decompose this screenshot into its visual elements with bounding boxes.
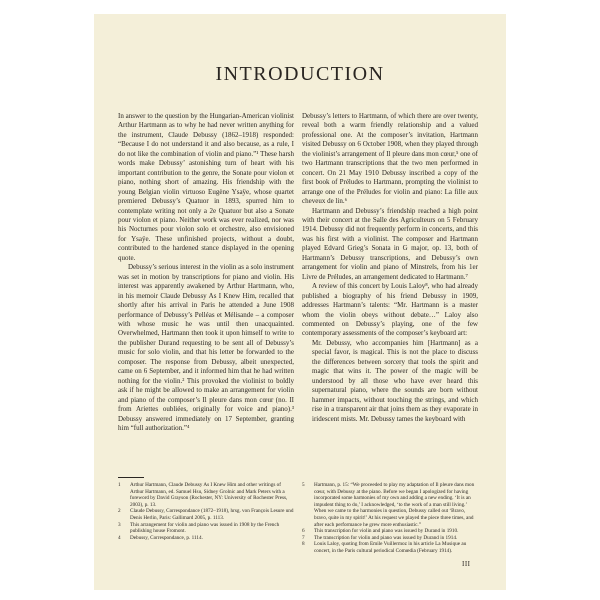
page-number: III bbox=[462, 560, 471, 568]
footnote-text: This transcription for violin and piano was issued by Durand in 1910. bbox=[314, 528, 459, 535]
footnote-text: Arthur Hartmann, Claude Debussy As I Knew Him and other writings of Arthur Hartmann, ed. Samuel Hsu, Sidney Grolnic and Mark Peters with a foreword by David Grayson (Rochester, NY: University of Rochester Press, 2003), p. 13. bbox=[130, 482, 288, 508]
footnote bbox=[302, 541, 478, 554]
footnote bbox=[302, 528, 478, 535]
footnote-text: This arrangement for violin and piano was issued in 1908 by the French publishing house Fromont. bbox=[130, 521, 280, 535]
footnote-number: 3 bbox=[118, 521, 121, 528]
paragraph: A review of this concert by Louis Laloy⁸, who had already published a biography of his friend Debussy in 1909, addresses Hartmann’s talents: “Mr. Hartmann is a master whom the violin obeys without debate…” Laloy also commented on Debussy’s playing, one of the few contemporary assessments of the composer’s keyboard art: bbox=[302, 282, 478, 338]
footnote bbox=[118, 522, 294, 535]
footnote-number: 6 bbox=[302, 528, 305, 535]
footnote-number: 2 bbox=[118, 508, 121, 515]
footnote-number: 5 bbox=[302, 482, 305, 488]
footnote-number: 1 bbox=[118, 482, 121, 488]
footnote-text: The transcription for violin and piano was issued by Durand in 1914. bbox=[314, 534, 458, 541]
footnote-text: Debussy, Correspondance, p. 1114. bbox=[130, 534, 203, 541]
footnote-rule bbox=[118, 477, 144, 478]
footnote bbox=[118, 508, 294, 521]
book-page bbox=[94, 14, 506, 590]
footnote-number: 7 bbox=[302, 534, 305, 541]
paragraph: Debussy’s letters to Hartmann, of which there are over twenty, reveal both a warm friendly relationship and a valued professional one. At the composer’s invitation, Hartmann visited Debussy on 6 October 1908, when they played through the violinist’s arrangement of Il pleure dans mon cœur,⁵ one of two Hartmann transcriptions that the two men performed in concert. On 21 May 1910 Debussy inscribed a copy of the first book of Préludes to Hartmann, prompting the violinist to arrange one of the Préludes for violin and piano: La fille aux cheveux de lin.⁶ bbox=[302, 112, 478, 206]
footnote-number: 8 bbox=[302, 541, 305, 548]
block-quote: Mr. Debussy, who accompanies him [Hartmann] as a special favor, is magical. This is not the place to discuss the differences between sorcery that tools the spirit and magic that wins it. The power of the magic will be understood by all those who have ever heard this supernatural piano, where the sounds are born without hammer impacts, without touching the strings, and which rise in a transparent air that joins them as they evaporate in iridescent mists. Mr. Debussy tames the keyboard with bbox=[312, 338, 478, 423]
footnote-text: Louis Laloy, quoting from Emile Vuillermoz in his article La Musique au concert, in the Paris cultural periodical Comœdia (February 1914). bbox=[314, 541, 467, 554]
footnote bbox=[302, 482, 478, 528]
left-column bbox=[118, 112, 294, 474]
footnote bbox=[118, 535, 294, 542]
page-title: INTRODUCTION bbox=[215, 63, 385, 85]
footnote-text: Claude Debussy, Correspondance (1872–1918), hrsg. von François Lesure und Denis Herlin, Paris: Gallimard 2005, p. 1113. bbox=[130, 508, 294, 521]
paragraph: Hartmann and Debussy’s friendship reached a high point with their concert at the Salle des Agriculteurs on 5 February 1914. Debussy did not frequently perform in concerts, and this was his first with a violinist. The composer and Hartmann played Edvard Grieg’s Sonata in G major, op. 13, both of Hartmann’s Debussy transcriptions, and Debussy’s own arrangement for violin and piano of Minstrels, from his 1er Livre de Préludes, an arrangement dedicated to Hartmann.⁷ bbox=[302, 206, 478, 281]
footnotes-right bbox=[302, 482, 478, 555]
right-column bbox=[302, 112, 478, 474]
footnote-text: Hartmann, p. 15: “We proceeded to play my adaptation of Il pleure dans mon cœur, with Debussy at the piano. Before we began I apologized for having incorporated some harmonies of my own and adding a new ending. ‘It is an impudent thing to do,’ I acknowledged, ‘to the work of a man still living.’ When we came to the harmonies in question, Debussy called out ‘Bravo, bravo, quite in my spirit!’ At his request we played the piece three times, and after each performance he grew more enthusiastic.” bbox=[314, 482, 475, 528]
paragraph: Debussy’s serious interest in the violin as a solo instrument was set in motion by transcriptions for piano and violin. His interest was apparently awakened by Arthur Hartmann, who, in his memoir Claude Debussy As I Knew Him, recalled that shortly after his arrival in Paris he attended a June 1908 performance of Debussy’s Pelléas et Mélisande – a composer with whose music he was until then unacquainted. Overwhelmed, Hartmann then took it upon himself to write to the publisher Durand requesting to be sent all of Debussy’s music for solo violin, and that his letter be forwarded to the composer. The response from Debussy, albeit unexpected, came on 6 September, and it informed him that he had written nothing for the violin.² This provoked the violinist to boldly ask if he might be allowed to make an arrangement for violin and piano of the composer’s Il pleure dans mon cœur (no. II from Ariettes oubliées, originally for voice and piano).³ Debussy answered immediately on 17 September, granting him “full authorization.”⁴ bbox=[118, 263, 294, 432]
footnote bbox=[118, 482, 294, 508]
footnotes-left bbox=[118, 482, 294, 541]
footnote-number: 4 bbox=[118, 534, 121, 541]
paragraph: In answer to the question by the Hungarian-American violinist Arthur Hartmann as to why he had never written anything for the instrument, Claude Debussy (1862–1918) responded: “Because I do not understand it and also because, as a rule, I do not like the combination of violin and piano.”¹ These harsh words make Debussy’ astonishing turn of heart with his important contribution to the genre, the Sonate pour violon et piano, nothing short of amazing. His friendship with the young Belgian violin virtuoso Eugène Ysaÿe, whose quartet premiered Debussy’s Quatuor in 1893, spurred him to contemplate writing not only a 2e Quatuor but also a Sonate pour violon et piano. Neither work was ever realized, nor was his Nocturnes pour violon solo et orchestre, also envisioned for Ysaÿe. These unfinished projects, without a doubt, contributed to the hardened stance displayed in the opening quote. bbox=[118, 112, 294, 262]
